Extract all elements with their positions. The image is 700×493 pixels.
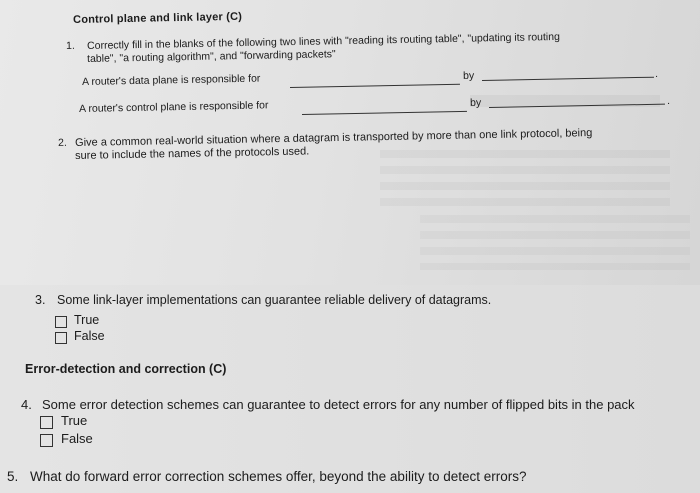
answer-space[interactable] [60, 170, 380, 280]
control-plane-period: . [667, 94, 671, 107]
question-2-line2: sure to include the names of the protocols used. [75, 145, 310, 162]
data-plane-label: A router's data plane is responsible for [82, 72, 261, 88]
option-true-label: True [74, 313, 100, 327]
show-through-smudge [420, 215, 690, 270]
checkbox-true[interactable] [40, 416, 53, 429]
section-heading-error-detection: Error-detection and correction (C) [25, 362, 227, 376]
question-number: 5. [7, 469, 19, 484]
question-4-text: Some error detection schemes can guarantee to detect errors for any number of flipped bits in the pack [42, 397, 635, 412]
checkbox-true[interactable] [55, 316, 67, 328]
question-number: 4. [21, 397, 32, 412]
option-true-label: True [61, 413, 88, 428]
option-false-label: False [61, 431, 93, 446]
option-false-label: False [74, 329, 105, 343]
show-through-smudge [380, 150, 670, 210]
data-plane-by: by [463, 69, 475, 82]
section-heading-control-plane: Control plane and link layer (C) [73, 10, 243, 26]
data-plane-period: . [655, 67, 659, 80]
checkbox-false[interactable] [40, 434, 53, 447]
question-number: 1. [66, 39, 75, 52]
question-1-prompt-line2: table", "a routing algorithm", and "forwarding packets" [87, 48, 336, 65]
question-number: 3. [35, 293, 46, 307]
question-number: 2. [58, 136, 67, 149]
question-2-line1: Give a common real-world situation where a datagram is transported by more than one link protocol, being [75, 127, 593, 149]
question-3-text: Some link-layer implementations can guarantee reliable delivery of datagrams. [57, 293, 492, 307]
question-1-prompt-line1: Correctly fill in the blanks of the following two lines with "reading its routing table", "updating its routing [87, 30, 560, 52]
control-plane-by: by [470, 96, 482, 109]
checkbox-false[interactable] [55, 332, 67, 344]
worksheet-page-bottom [0, 285, 700, 493]
question-5-text: What do forward error correction schemes offer, beyond the ability to detect errors? [30, 469, 527, 484]
control-plane-label: A router's control plane is responsible for [79, 99, 269, 115]
